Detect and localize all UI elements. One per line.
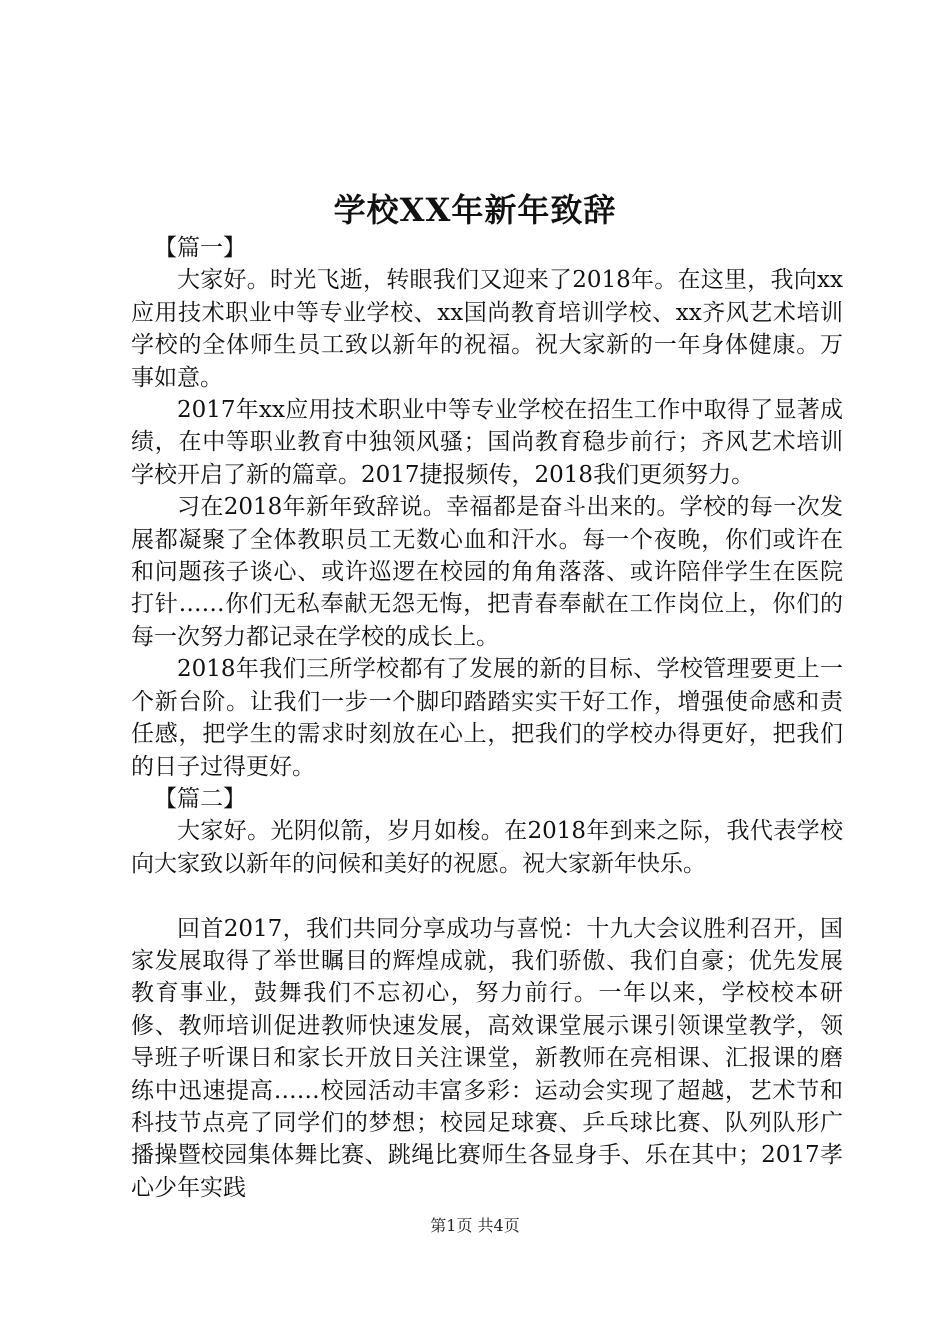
paragraph: 2017年xx应用技术职业中等专业学校在招生工作中取得了显著成绩，在中等职业教育中独领风骚；国尚教育稳步前行；齐风艺术培训学校开启了新的篇章。2017捷报频传，2018我们更须努力。 (131, 397, 843, 488)
paragraph: 习在2018年新年致辞说。幸福都是奋斗出来的。学校的每一次发展都凝聚了全体教职员工无数心血和汗水。每一个夜晚，你们或许在和问题孩子谈心、或许巡逻在校园的角角落落、或许陪伴学生在医院打针……你们无私奉献无怨无悔，把青春奉献在工作岗位上，你们的每一次努力都记录在学校的成长上。 (131, 494, 843, 650)
paragraph: 2018年我们三所学校都有了发展的新的目标、学校管理要更上一个新台阶。让我们一步一个脚印踏踏实实干好工作，增强使命感和责任感，把学生的需求时刻放在心上，把我们的学校办得更好，把我们的日子过得更好。 (131, 656, 843, 780)
document-title: 学校XX年新年致辞 (333, 191, 617, 229)
paragraph: 大家好。时光飞逝，转眼我们又迎来了2018年。在这里，我向xx应用技术职业中等专业学校、xx国尚教育培训学校、xx齐风艺术培训学校的全体师生员工致以新年的祝福。祝大家新的一年身体健康。万事如意。 (131, 267, 843, 391)
page-footer: 第1页 共4页 (430, 1216, 520, 1235)
paragraph: 回首2017，我们共同分享成功与喜悦：十九大会议胜利召开，国家发展取得了举世瞩目的辉煌成就，我们骄傲、我们自豪；优先发展教育事业，鼓舞我们不忘初心，努力前行。一年以来，学校校本研修、教师培训促进教师快速发展，高效课堂展示课引领课堂教学，领导班子听课日和家长开放日关注课堂，新教师在亮相课、汇报课的磨练中迅速提高……校园活动丰富多彩：运动会实现了超越，艺术节和科技节点亮了同学们的梦想；校园足球赛、乒乓球比赛、队列队形广播操暨校园集体舞比赛、跳绳比赛师生各显身手、乐在其中；2017孝心少年实践 (131, 915, 843, 1201)
paragraph: 大家好。光阴似箭，岁月如梭。在2018年到来之际，我代表学校向大家致以新年的问候和美好的祝愿。祝大家新年快乐。 (131, 818, 843, 877)
section-heading: 【篇二】 (154, 785, 246, 812)
document-body (131, 232, 843, 1204)
section-heading: 【篇一】 (154, 235, 246, 261)
blank-line (131, 880, 843, 912)
